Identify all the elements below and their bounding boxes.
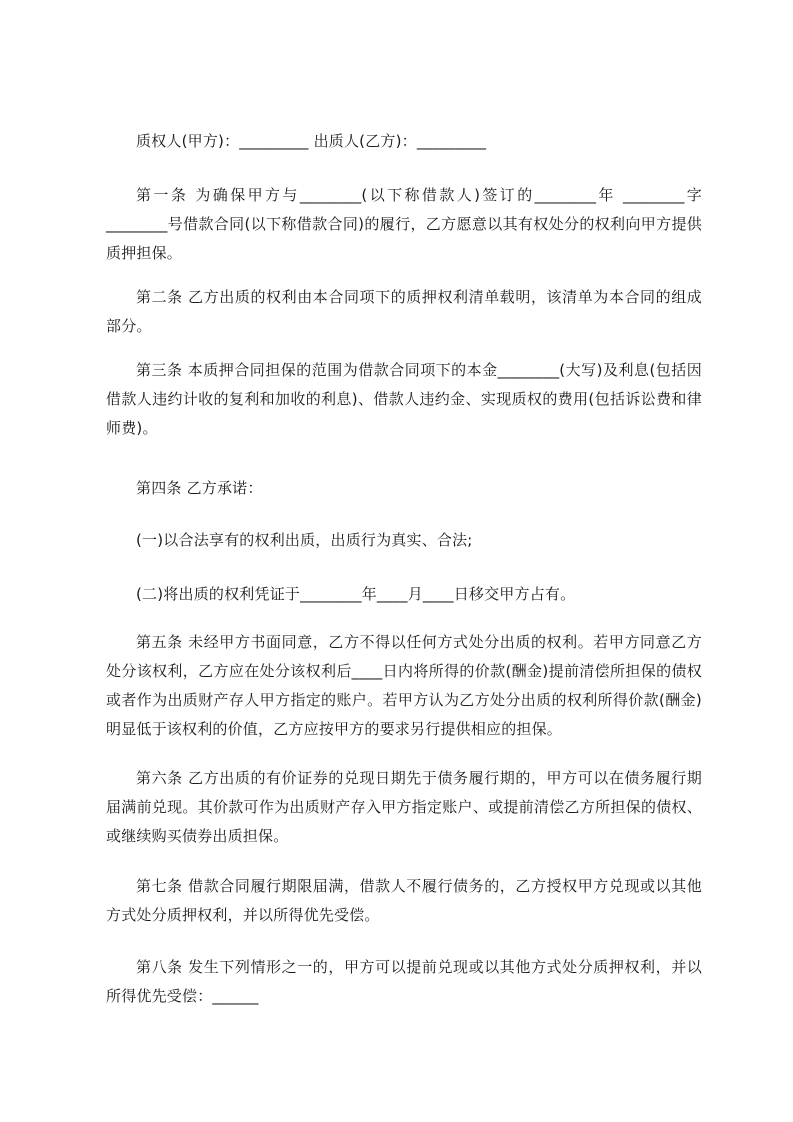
- article-1: 第一条 为确保甲方与________(以下称借款人)签订的________年 ________字________号借款合同(以下称借款合同)的履行，乙方愿意以其有权处分的权利向甲方提供质押担保。: [106, 186, 702, 262]
- article-5: 第五条 未经甲方书面同意，乙方不得以任何方式处分出质的权利。若甲方同意乙方处分该权利，乙方应在处分该权利后____日内将所得的价款(酬金)提前清偿所担保的债权或者作为出质财产存人甲方指定的账户。若甲方认为乙方处分出质的权利所得价款(酬金)明显低于该权利的价值，乙方应按甲方的要求另行提供相应的担保。: [106, 633, 702, 738]
- article-2: 第二条 乙方出质的权利由本合同项下的质押权利清单载明，该清单为本合同的组成部分。: [106, 288, 702, 335]
- parties-line: 质权人(甲方)：_________ 出质人(乙方)：_________: [136, 132, 487, 150]
- article-4-item-1: (一)以合法享有的权利出质，出质行为真实、合法;: [136, 531, 473, 549]
- article-3: 第三条 本质押合同担保的范围为借款合同项下的本金________(大写)及利息(包括因借款人违约计收的复利和加收的利息)、借款人违约金、实现质权的费用(包括诉讼费和律师费)。: [106, 361, 702, 437]
- article-4: 第四条 乙方承诺：: [136, 479, 263, 497]
- article-8: 第八条 发生下列情形之一的，甲方可以提前兑现或以其他方式处分质押权利，并以所得优先受偿：______: [106, 958, 702, 1005]
- article-4-item-2: (二)将出质的权利凭证于________年____月____日移交甲方占有。: [136, 585, 576, 603]
- article-6: 第六条 乙方出质的有价证券的兑现日期先于债务履行期的，甲方可以在债务履行期届满前兑现。其价款可作为出质财产存入甲方指定账户、或提前清偿乙方所担保的债权、或继续购买债券出质担保。: [106, 769, 702, 845]
- article-7: 第七条 借款合同履行期限届满，借款人不履行债务的，乙方授权甲方兑现或以其他方式处分质押权利，并以所得优先受偿。: [106, 877, 702, 924]
